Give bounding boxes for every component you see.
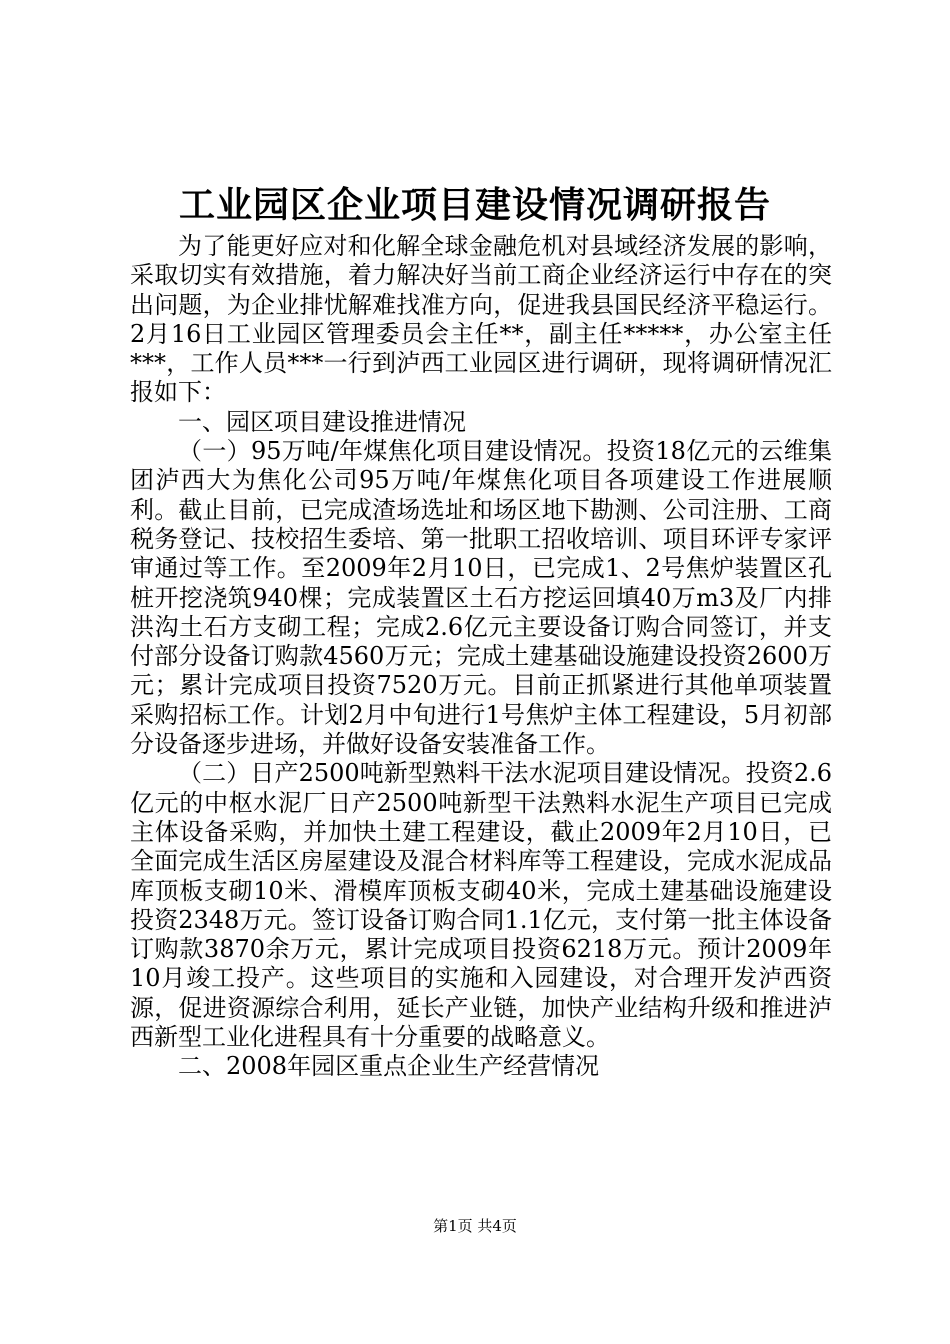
- intro-paragraph: 为了能更好应对和化解全球金融危机对县域经济发展的影响，采取切实有效措施，着力解决好当前工商企业经济运行中存在的突出问题，为企业排忧解难找准方向，促进我县国民经济平稳运行。2月16日工业园区管理委员会主任**，副主任*****，办公室主任***，工作人员***一行到泸西工业园区进行调研，现将调研情况汇报如下：: [130, 232, 832, 407]
- document-title: 工业园区企业项目建设情况调研报告: [178, 185, 771, 226]
- subsection-paragraph-2: （二）日产2500吨新型熟料干法水泥项目建设情况。投资2.6亿元的中枢水泥厂日产2500吨新型干法熟料水泥生产项目已完成主体设备采购，并加快土建工程建设，截止2009年2月10日，已全面完成生活区房屋建设及混合材料库等工程建设，完成水泥成品库顶板支砌10米、滑模库顶板支砌40米，完成土建基础设施建设投资2348万元。签订设备订购合同1.1亿元，支付第一批主体设备订购款3870余万元，累计完成项目投资6218万元。预计2009年10月竣工投产。这些项目的实施和入园建设，对合理开发泸西资源，促进资源综合利用，延长产业链，加快产业结构升级和推进泸西新型工业化进程具有十分重要的战略意义。: [130, 759, 832, 1052]
- section-heading-2: 二、2008年园区重点企业生产经营情况: [178, 1052, 600, 1081]
- page-footer: 第1页 共4页: [433, 1217, 517, 1235]
- subsection-paragraph-1: （一）95万吨/年煤焦化项目建设情况。投资18亿元的云维集团泸西大为焦化公司95万吨/年煤焦化项目各项建设工作进展顺利。截止目前，已完成渣场选址和场区地下勘测、公司注册、工商税务登记、技校招生委培、第一批职工招收培训、项目环评专家评审通过等工作。至2009年2月10日，已完成1、2号焦炉装置区孔桩开挖浇筑940棵；完成装置区土石方挖运回填40万m3及厂内排洪沟土石方支砌工程；完成2.6亿元主要设备订购合同签订，并支付部分设备订购款4560万元；完成土建基础设施建设投资2600万元；累计完成项目投资7520万元。目前正抓紧进行其他单项装置采购招标工作。计划2月中旬进行1号焦炉主体工程建设，5月初部分设备逐步进场，并做好设备安装准备工作。: [130, 437, 832, 759]
- document-body: [130, 232, 832, 1082]
- section-heading-1: 一、园区项目建设推进情况: [178, 407, 466, 436]
